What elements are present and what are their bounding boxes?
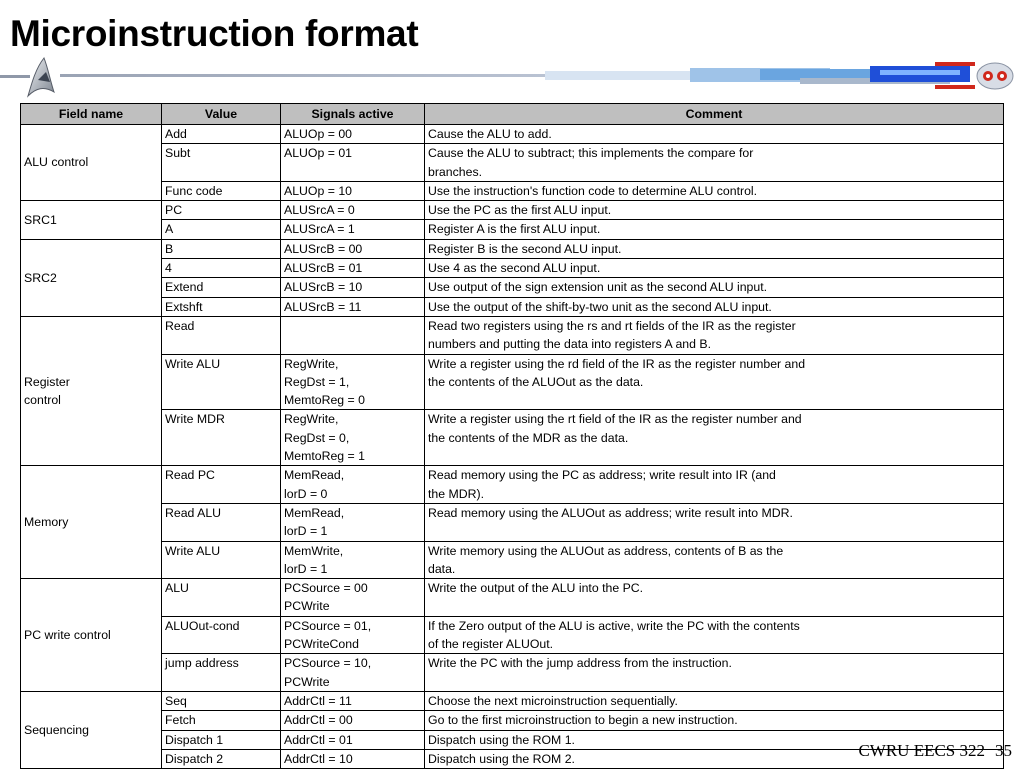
value-cell: ALUOut-cond [162, 616, 281, 654]
table-header-row [21, 104, 1004, 125]
field-name-cell: Register control [21, 316, 162, 465]
comment-cell: Choose the next microinstruction sequentially. [425, 691, 1004, 710]
comment-cell: If the Zero output of the ALU is active, write the PC with the contents of the register ALUOut. [425, 616, 1004, 654]
comment-cell: Read memory using the PC as address; write result into IR (and the MDR). [425, 466, 1004, 504]
signals-cell: AddrCtl = 01 [281, 730, 425, 749]
header-field-name: Field name [21, 104, 162, 125]
value-cell: A [162, 220, 281, 239]
field-name-cell: SRC2 [21, 239, 162, 316]
value-cell: Read ALU [162, 503, 281, 541]
starfleet-insignia-icon [28, 58, 54, 96]
signals-cell: PCSource = 00 PCWrite [281, 579, 425, 617]
value-cell: 4 [162, 259, 281, 278]
comment-cell: Read two registers using the rs and rt fields of the IR as the register numbers and putting the data into registers A and B. [425, 316, 1004, 354]
table-row [21, 711, 1004, 730]
value-cell: Read [162, 316, 281, 354]
signals-cell: ALUSrcB = 10 [281, 278, 425, 297]
signals-cell: ALUOp = 00 [281, 125, 425, 144]
table-row [21, 201, 1004, 220]
starship-icon [545, 62, 1013, 89]
table-row [21, 503, 1004, 541]
value-cell: Func code [162, 181, 281, 200]
signals-cell: ALUOp = 01 [281, 144, 425, 182]
value-cell: Extend [162, 278, 281, 297]
comment-cell: Use the output of the shift-by-two unit as the second ALU input. [425, 297, 1004, 316]
comment-cell: Go to the first microinstruction to begin a new instruction. [425, 711, 1004, 730]
value-cell: PC [162, 201, 281, 220]
value-cell: Write MDR [162, 410, 281, 466]
comment-cell: Dispatch using the ROM 1. [425, 730, 1004, 749]
field-name-cell: Memory [21, 466, 162, 579]
table-row [21, 144, 1004, 182]
value-cell: Seq [162, 691, 281, 710]
signals-cell [281, 316, 425, 354]
signals-cell: MemRead, lorD = 0 [281, 466, 425, 504]
signals-cell: ALUSrcA = 1 [281, 220, 425, 239]
comment-cell: Write a register using the rd field of the IR as the register number and the contents of the ALUOut as the data. [425, 354, 1004, 410]
table-row [21, 579, 1004, 617]
comment-cell: Use the instruction's function code to determine ALU control. [425, 181, 1004, 200]
value-cell: Fetch [162, 711, 281, 730]
signals-cell: ALUSrcB = 01 [281, 259, 425, 278]
footer-course: CWRU EECS 322 [858, 741, 985, 760]
value-cell: Read PC [162, 466, 281, 504]
signals-cell: RegWrite, RegDst = 1, MemtoReg = 0 [281, 354, 425, 410]
comment-cell: Dispatch using the ROM 2. [425, 749, 1004, 768]
table-row [21, 749, 1004, 768]
slide-title: Microinstruction format [10, 13, 419, 54]
table-row [21, 316, 1004, 354]
field-name-cell: ALU control [21, 125, 162, 201]
comment-cell: Write a register using the rt field of the IR as the register number and the contents of the MDR as the data. [425, 410, 1004, 466]
value-cell: Write ALU [162, 541, 281, 579]
header-comment: Comment [425, 104, 1004, 125]
value-cell: Extshft [162, 297, 281, 316]
table-row [21, 354, 1004, 410]
signals-cell: ALUSrcB = 00 [281, 239, 425, 258]
table-row [21, 691, 1004, 710]
table-row [21, 125, 1004, 144]
value-cell: ALU [162, 579, 281, 617]
value-cell: B [162, 239, 281, 258]
signals-cell: AddrCtl = 11 [281, 691, 425, 710]
comment-cell: Write the PC with the jump address from the instruction. [425, 654, 1004, 692]
header-decoration [0, 56, 1024, 100]
value-cell: Dispatch 2 [162, 749, 281, 768]
signals-cell: MemWrite, lorD = 1 [281, 541, 425, 579]
comment-cell: Use output of the sign extension unit as the second ALU input. [425, 278, 1004, 297]
comment-cell: Use 4 as the second ALU input. [425, 259, 1004, 278]
signals-cell: ALUSrcA = 0 [281, 201, 425, 220]
table-row [21, 616, 1004, 654]
table-row [21, 541, 1004, 579]
table-row [21, 466, 1004, 504]
table-row [21, 730, 1004, 749]
signals-cell: PCSource = 01, PCWriteCond [281, 616, 425, 654]
comment-cell: Cause the ALU to subtract; this implements the compare for branches. [425, 144, 1004, 182]
table-row [21, 239, 1004, 258]
field-name-cell: Sequencing [21, 691, 162, 768]
field-name-cell: PC write control [21, 579, 162, 692]
signals-cell: AddrCtl = 00 [281, 711, 425, 730]
comment-cell: Register A is the first ALU input. [425, 220, 1004, 239]
table-row [21, 278, 1004, 297]
value-cell: Subt [162, 144, 281, 182]
value-cell: Write ALU [162, 354, 281, 410]
slide-footer [858, 739, 1012, 763]
field-name-cell: SRC1 [21, 201, 162, 240]
table-row [21, 297, 1004, 316]
microinstruction-table [20, 103, 1004, 769]
signals-cell: ALUSrcB = 11 [281, 297, 425, 316]
header-signals-active: Signals active [281, 104, 425, 125]
value-cell: Add [162, 125, 281, 144]
comment-cell: Read memory using the ALUOut as address; write result into MDR. [425, 503, 1004, 541]
table-row [21, 181, 1004, 200]
table-row [21, 654, 1004, 692]
comment-cell: Write the output of the ALU into the PC. [425, 579, 1004, 617]
signals-cell: MemRead, lorD = 1 [281, 503, 425, 541]
value-cell: Dispatch 1 [162, 730, 281, 749]
signals-cell: RegWrite, RegDst = 0, MemtoReg = 1 [281, 410, 425, 466]
signals-cell: ALUOp = 10 [281, 181, 425, 200]
value-cell: jump address [162, 654, 281, 692]
table-row [21, 220, 1004, 239]
comment-cell: Write memory using the ALUOut as address, contents of B as the data. [425, 541, 1004, 579]
header-value: Value [162, 104, 281, 125]
comment-cell: Use the PC as the first ALU input. [425, 201, 1004, 220]
table-row [21, 259, 1004, 278]
table-row [21, 410, 1004, 466]
signals-cell: AddrCtl = 10 [281, 749, 425, 768]
comment-cell: Cause the ALU to add. [425, 125, 1004, 144]
comment-cell: Register B is the second ALU input. [425, 239, 1004, 258]
signals-cell: PCSource = 10, PCWrite [281, 654, 425, 692]
page-number: 35 [995, 741, 1012, 760]
